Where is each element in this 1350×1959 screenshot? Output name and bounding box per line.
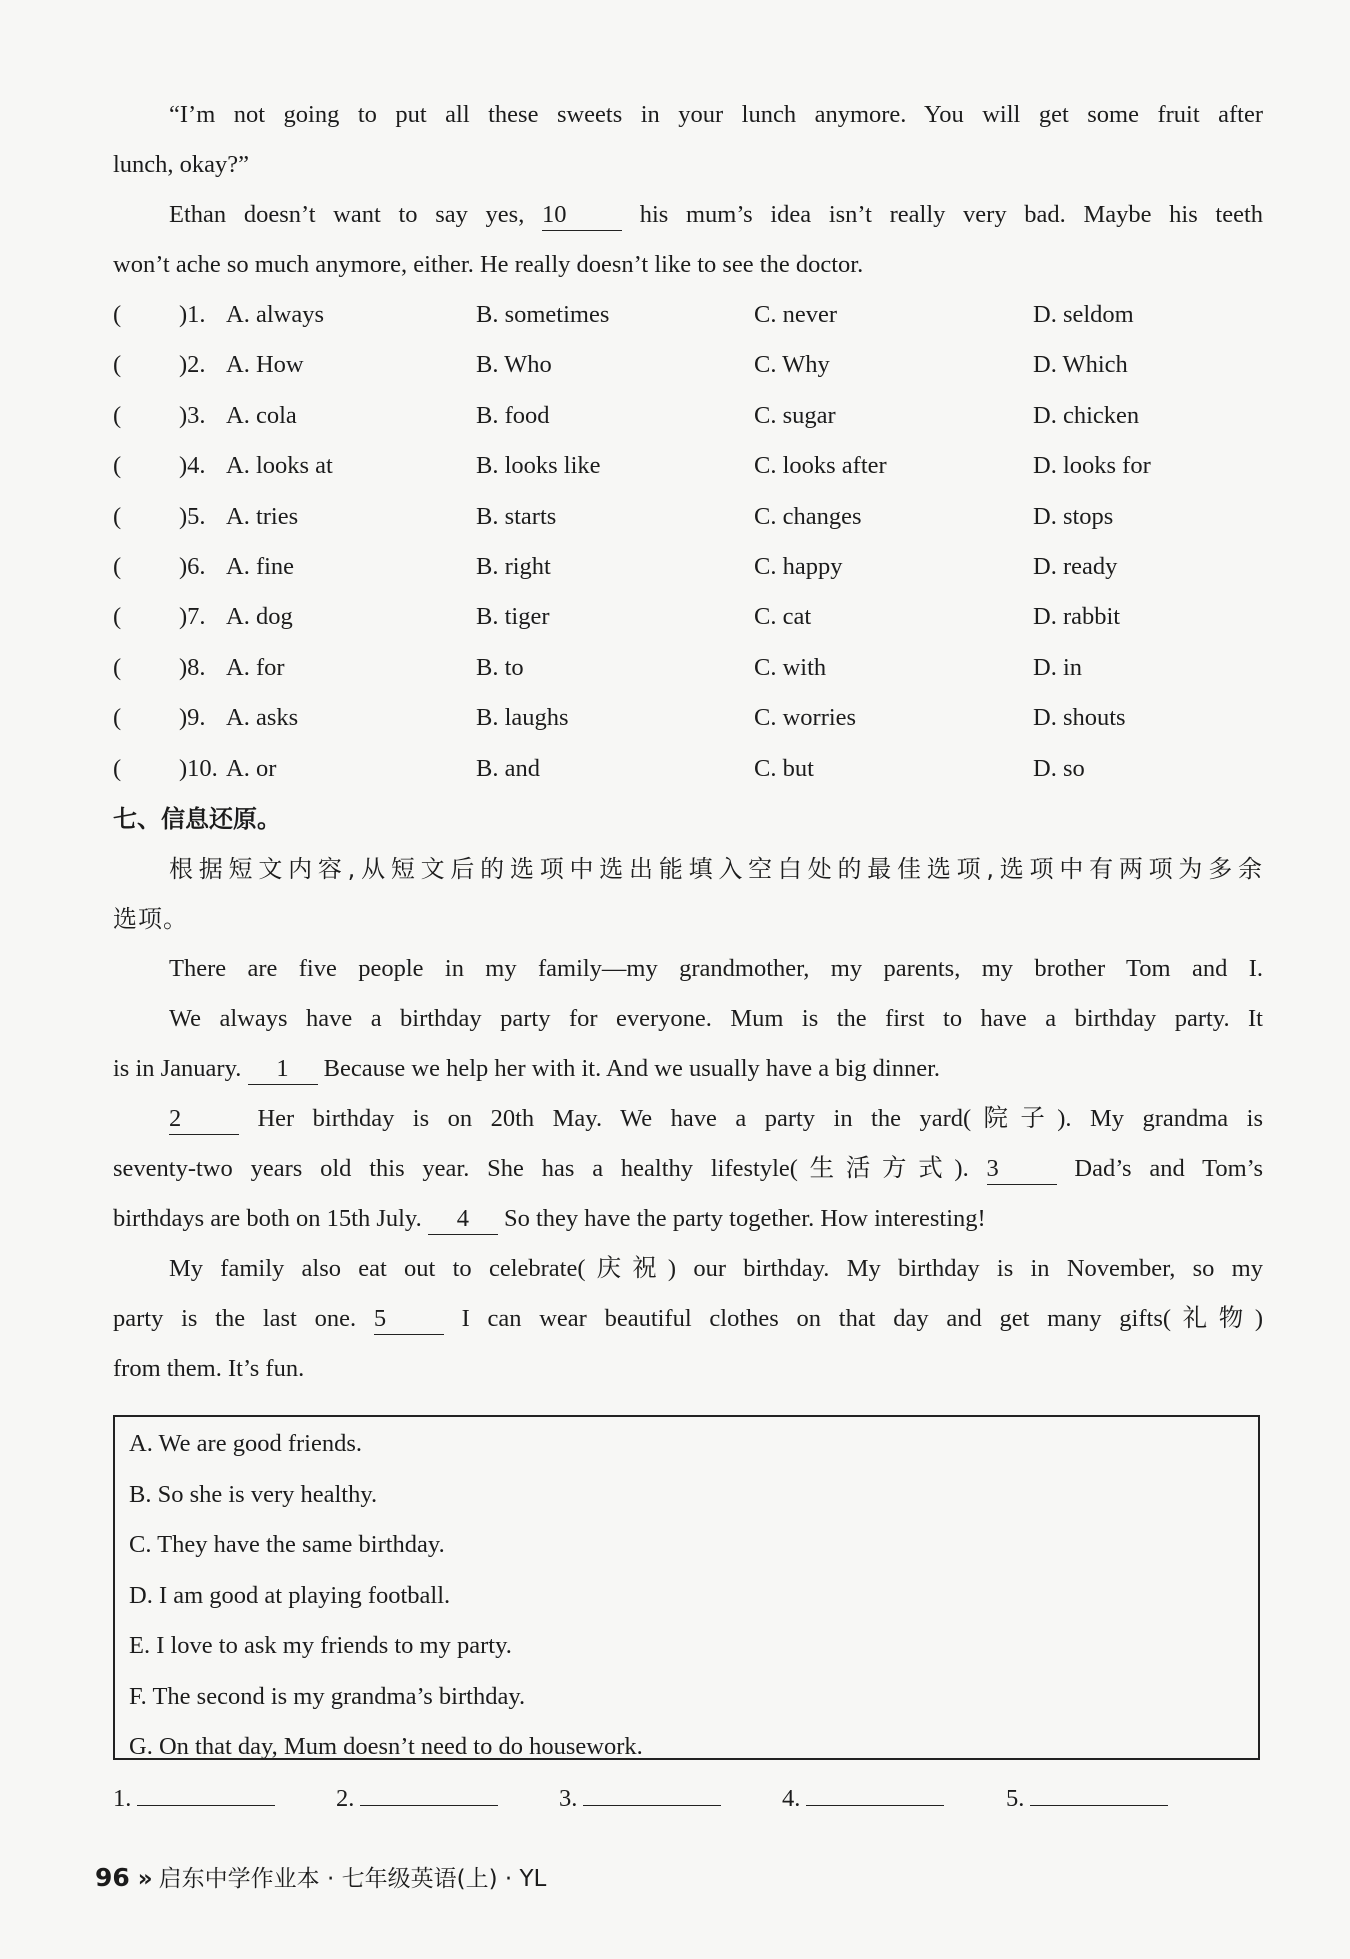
choice-item: C. They have the same birthday. xyxy=(129,1531,445,1558)
passage2-line: seventy-two years old this year. She has a healthy lifestyle(生活方式). 3 Dad’s and Tom’s xyxy=(113,1144,1263,1194)
passage2-line: We always have a birthday party for everyone. Mum is the first to have a birthday party. It xyxy=(169,1004,1263,1032)
choice-item: D. I am good at playing football. xyxy=(129,1581,451,1609)
option-row: ( )4. A. looks at B. looks like C. looks after D. looks for xyxy=(113,452,1151,480)
option-row: ( )6. A. fine B. right C. happy D. ready xyxy=(113,552,1118,580)
choice-item: E. I love to ask my friends to my party. xyxy=(129,1632,512,1659)
answer-line[interactable] xyxy=(360,1779,498,1806)
answer-slot-1[interactable]: 1. xyxy=(113,1776,275,1822)
answer-lines xyxy=(113,1776,1263,1822)
blank-4: 4 xyxy=(428,1204,498,1235)
passage2-line: from them. It’s fun. xyxy=(113,1354,305,1382)
answer-line[interactable] xyxy=(806,1779,944,1806)
blank-10: 10 xyxy=(542,200,622,231)
page-footer xyxy=(95,1858,546,1898)
option-row: ( )2. A. How B. Who C. Why D. Which xyxy=(113,351,1128,379)
worksheet-page xyxy=(113,90,1263,1394)
blank-2: 2 xyxy=(169,1104,239,1135)
option-row: ( )9. A. asks B. laughs C. worries D. shouts xyxy=(113,704,1126,732)
option-row: ( )10. A. or B. and C. but D. so xyxy=(113,754,1085,782)
book-title: 启东中学作业本 · 七年级英语(上) · YL xyxy=(158,1866,547,1892)
choice-item: F. The second is my grandma’s birthday. xyxy=(129,1682,526,1710)
page-number: 96 xyxy=(95,1863,130,1892)
section-title: 七、信息还原。 xyxy=(113,804,281,833)
double-chevron-right-icon: » xyxy=(137,1866,153,1892)
choice-item: A. We are good friends. xyxy=(129,1430,362,1457)
passage2-line: There are five people in my family—my grandmother, my parents, my brother Tom and I. xyxy=(169,954,1263,982)
passage2-line: My family also eat out to celebrate(庆祝) our birthday. My birthday is in November, so my xyxy=(169,1254,1263,1282)
instruction-line: 选项。 xyxy=(113,904,188,933)
option-row: ( )8. A. for B. to C. with D. in xyxy=(113,653,1082,681)
instruction-line: 根据短文内容,从短文后的选项中选出能填入空白处的最佳选项,选项中有两项为多余 xyxy=(169,854,1263,883)
passage2-line: birthdays are both on 15th July. 4 So they have the party together. How interesting! xyxy=(113,1194,1263,1244)
passage1-line: “I’m not going to put all these sweets in your lunch anymore. You will get some fruit after xyxy=(169,101,1263,128)
answer-line[interactable] xyxy=(583,1779,721,1806)
options-list xyxy=(113,290,1263,794)
option-row: ( )5. A. tries B. starts C. changes D. stops xyxy=(113,502,1114,530)
passage2-line: 2 Her birthday is on 20th May. We have a party in the yard(院子). My grandma is xyxy=(113,1094,1263,1144)
passage2-line: is in January. 1 Because we help her with it. And we usually have a big dinner. xyxy=(113,1044,1263,1094)
choices-box xyxy=(113,1415,1260,1760)
passage1-line: Ethan doesn’t want to say yes, 10 his mum’s idea isn’t really very bad. Maybe his teeth xyxy=(113,190,1263,240)
blank-5: 5 xyxy=(374,1304,444,1335)
answer-slot-4[interactable]: 4. xyxy=(782,1776,944,1822)
answer-slot-3[interactable]: 3. xyxy=(559,1776,721,1822)
passage2-line: party is the last one. 5 I can wear beautiful clothes on that day and get many gifts(礼物) xyxy=(113,1294,1263,1344)
option-row: ( )3. A. cola B. food C. sugar D. chicken xyxy=(113,401,1140,429)
choice-item: G. On that day, Mum doesn’t need to do housework. xyxy=(129,1733,643,1760)
answer-slot-5[interactable]: 5. xyxy=(1006,1776,1168,1822)
answer-slot-2[interactable]: 2. xyxy=(336,1776,498,1822)
answer-line[interactable] xyxy=(137,1779,275,1806)
blank-1: 1 xyxy=(248,1054,318,1085)
passage1-line: won’t ache so much anymore, either. He really doesn’t like to see the doctor. xyxy=(113,251,864,278)
passage1-line: lunch, okay?” xyxy=(113,151,250,178)
answer-line[interactable] xyxy=(1030,1779,1168,1806)
choice-item: B. So she is very healthy. xyxy=(129,1480,378,1508)
option-row: ( )7. A. dog B. tiger C. cat D. rabbit xyxy=(113,603,1121,631)
blank-3: 3 xyxy=(987,1154,1057,1185)
option-row: ( )1. A. always B. sometimes C. never D. seldom xyxy=(113,301,1134,328)
